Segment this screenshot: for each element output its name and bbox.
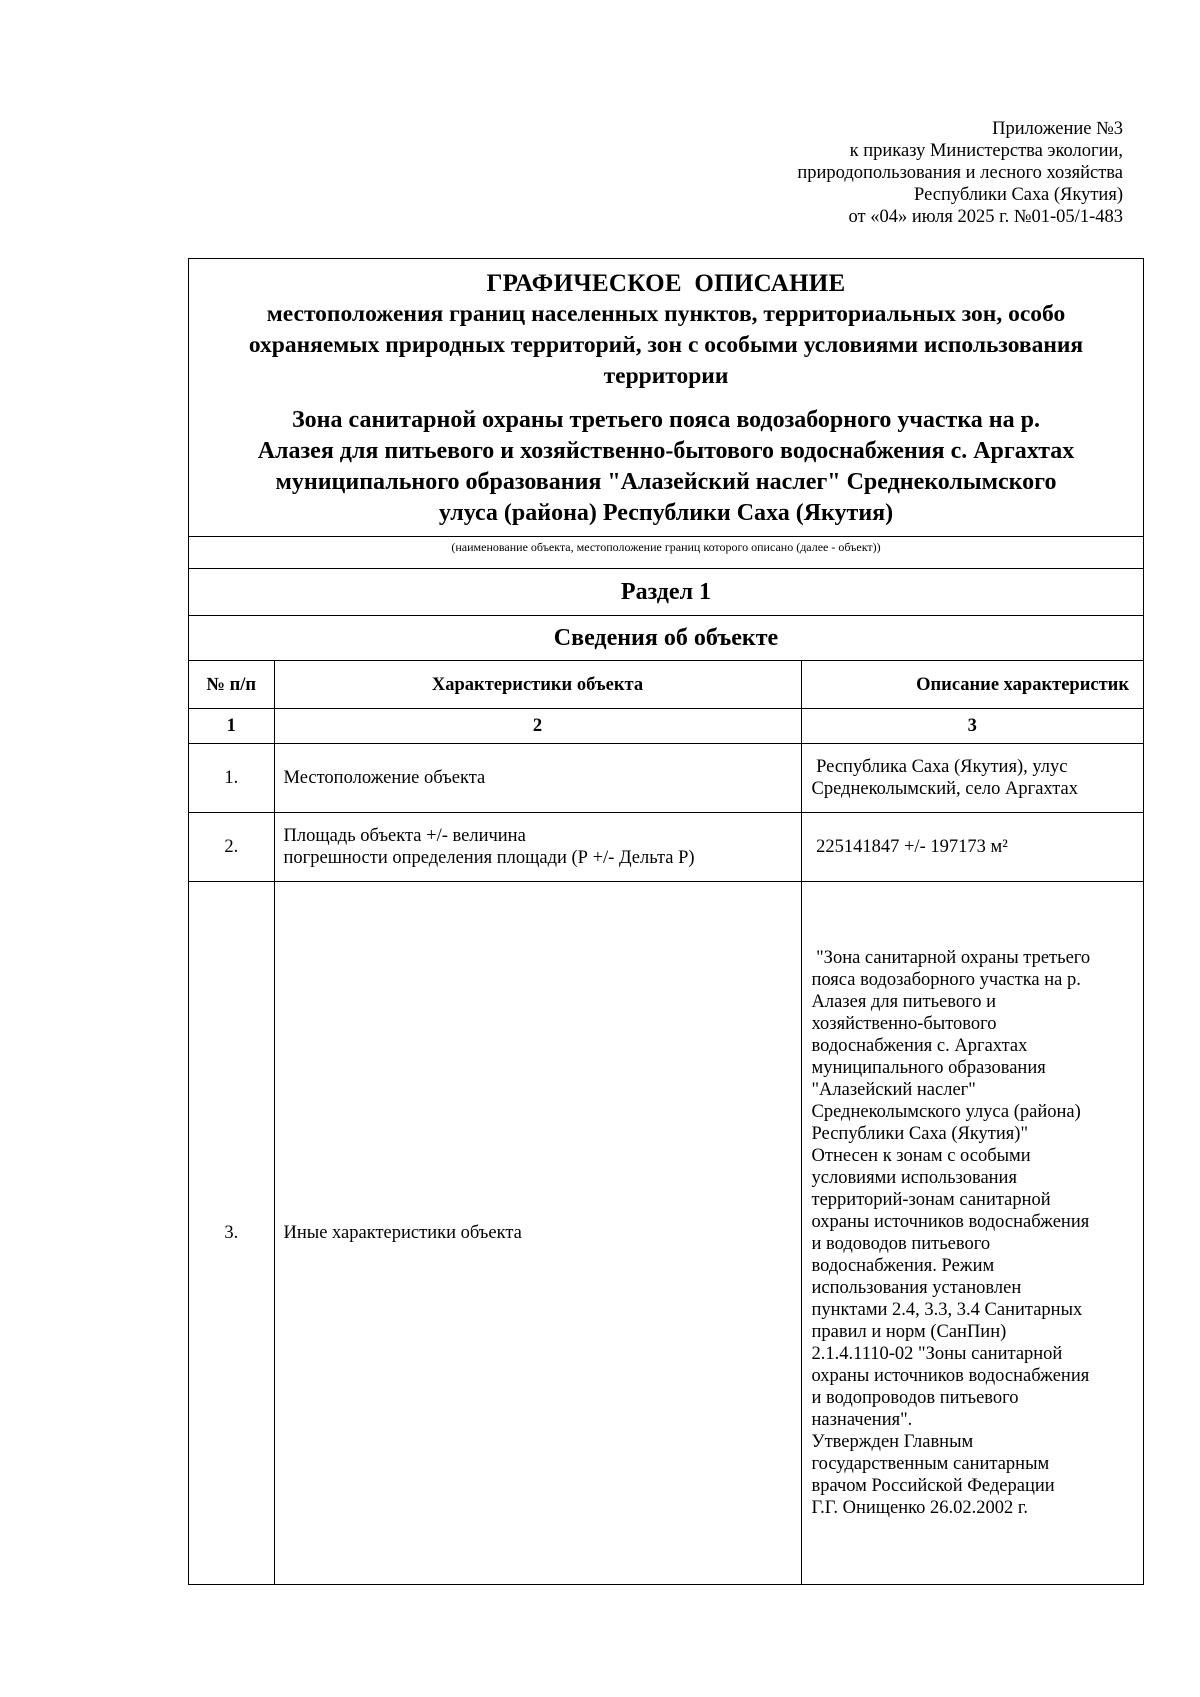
- row-number: 1.: [189, 744, 274, 813]
- row-value-line: Среднеколымского улуса (района): [811, 1102, 1081, 1122]
- annex-line: от «04» июля 2025 г. №01-05/1-483: [848, 207, 1123, 227]
- row-value-line: Отнесен к зонам с особыми: [811, 1146, 1031, 1166]
- annex-header: [797, 118, 1123, 228]
- table-row: [189, 882, 1143, 1585]
- table-row: [189, 744, 1143, 813]
- header-cell-number: № п/п: [189, 661, 274, 709]
- object-name-caption: (наименование объекта, местоположение границ которого описано (далее - объект)): [189, 536, 1143, 568]
- row-value-line: территорий-зонам санитарной: [811, 1190, 1051, 1210]
- row-value: [801, 882, 1143, 1585]
- annex-line: природопользования и лесного хозяйства: [797, 163, 1123, 183]
- row-number: 2.: [189, 813, 274, 882]
- object-name-line: Алазея для питьевого и хозяйственно-бытового водоснабжения с. Аргахтах: [257, 438, 1075, 464]
- row-value-line: "Алазейский наслег": [811, 1080, 976, 1100]
- row-value-line: хозяйственно-бытового: [811, 1014, 997, 1034]
- row-value-line: Утвержден Главным: [811, 1432, 974, 1452]
- row-value-line: водоснабжения с. Аргахтах: [811, 1036, 1028, 1056]
- document-frame: [188, 258, 1144, 1585]
- row-value-line: водоснабжения. Режим: [811, 1256, 995, 1276]
- characteristics-table: [189, 660, 1143, 1584]
- row-value-line: "Зона санитарной охраны третьего: [811, 948, 1091, 968]
- row-label-line: Площадь объекта +/- величина: [283, 826, 526, 846]
- header-cell-characteristic: Характеристики объекта: [274, 661, 801, 709]
- row-label: [274, 744, 801, 813]
- row-value-line: Среднеколымский, село Аргахтах: [811, 779, 1078, 799]
- row-value-line: Республика Саха (Якутия), улус: [811, 757, 1068, 777]
- column-number-row: [189, 709, 1143, 744]
- row-value-line: 2.1.4.1110-02 "Зоны санитарной: [811, 1344, 1063, 1364]
- row-value-line: использования установлен: [811, 1278, 1022, 1298]
- object-name-line: муниципального образования "Алазейский наслег" Среднеколымского: [275, 469, 1057, 495]
- row-value-line: условиями использования: [811, 1168, 1017, 1188]
- row-value: [801, 744, 1143, 813]
- row-label: [274, 813, 801, 882]
- row-number: 3.: [189, 882, 274, 1585]
- annex-line: Приложение №3: [992, 119, 1123, 139]
- row-value-line: назначения".: [811, 1410, 913, 1430]
- column-number-cell: 2: [274, 709, 801, 744]
- info-title: Сведения об объекте: [189, 615, 1143, 660]
- object-name-line: улуса (района) Республики Саха (Якутия): [438, 500, 894, 526]
- object-name: [189, 392, 1143, 536]
- header-cell-description: Описание характеристик: [801, 661, 1143, 709]
- row-label-line: Местоположение объекта: [283, 768, 486, 788]
- title-block: [189, 259, 1143, 392]
- column-number-cell: 1: [189, 709, 274, 744]
- object-name-line: Зона санитарной охраны третьего пояса водозаборного участка на р.: [292, 407, 1040, 433]
- row-label-line: Иные характеристики объекта: [283, 1223, 522, 1243]
- table-row: [189, 813, 1143, 882]
- row-value-line: Алазея для питьевого и: [811, 992, 997, 1012]
- row-value-line: и водоводов питьевого: [811, 1234, 991, 1254]
- section-title: Раздел 1: [189, 568, 1143, 615]
- row-value-line: Республики Саха (Якутия)": [811, 1124, 1029, 1144]
- row-value-line: государственным санитарным: [811, 1454, 1050, 1474]
- table-header-row: [189, 661, 1143, 709]
- row-label: [274, 882, 801, 1585]
- document-title: ГРАФИЧЕСКОЕ ОПИСАНИЕ: [486, 270, 846, 297]
- row-value-line: пунктами 2.4, 3.3, 3.4 Санитарных: [811, 1300, 1083, 1320]
- row-value-line: охраны источников водоснабжения: [811, 1366, 1090, 1386]
- document-subtitle-line: охраняемых природных территорий, зон с особыми условиями использования: [248, 332, 1084, 358]
- row-value-line: пояса водозаборного участка на р.: [811, 970, 1081, 990]
- row-value-line: охраны источников водоснабжения: [811, 1212, 1090, 1232]
- row-value: [801, 813, 1143, 882]
- row-value-line: правил и норм (СанПин): [811, 1322, 1007, 1342]
- row-value-line: врачом Российской Федерации: [811, 1476, 1055, 1496]
- annex-line: к приказу Министерства экологии,: [849, 141, 1123, 161]
- row-value-line: муниципального образования: [811, 1058, 1046, 1078]
- column-number-cell: 3: [801, 709, 1143, 744]
- row-value-line: Г.Г. Онищенко 26.02.2002 г.: [811, 1498, 1029, 1518]
- row-value-line: и водопроводов питьевого: [811, 1388, 1019, 1408]
- document-subtitle-line: местоположения границ населенных пунктов, территориальных зон, особо: [266, 301, 1066, 327]
- annex-line: Республики Саха (Якутия): [914, 185, 1123, 205]
- row-label-line: погрешности определения площади (Р +/- Дельта Р): [283, 848, 695, 868]
- row-value-line: 225141847 +/- 197173 м²: [811, 837, 1008, 857]
- document-subtitle-line: территории: [603, 363, 729, 389]
